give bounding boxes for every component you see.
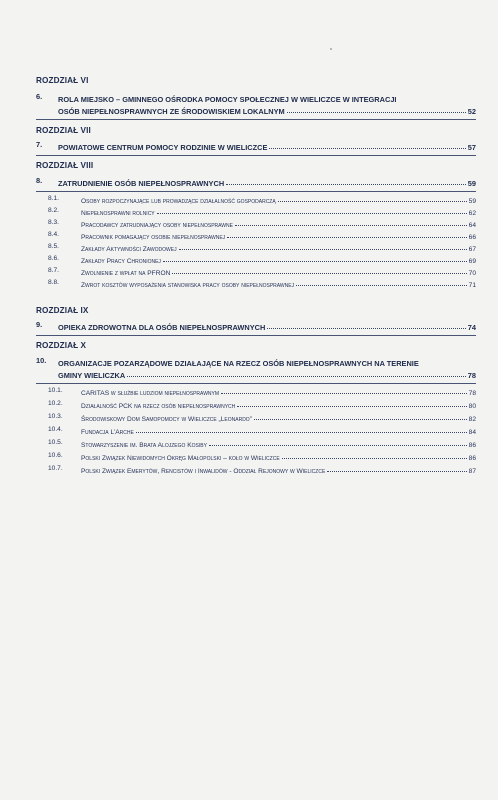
divider bbox=[36, 119, 476, 120]
subentry-page: 80 bbox=[468, 403, 476, 410]
subentry-number: 10.2. bbox=[48, 400, 63, 407]
subentry-title: Fundacja L’Arche bbox=[81, 429, 134, 436]
entry-number: 9. bbox=[36, 320, 43, 329]
subentry-title: Osoby rozpoczynające lub prowadzące działalność gospodarczą bbox=[81, 198, 276, 205]
subentry-page: 87 bbox=[468, 468, 476, 475]
subentry-number: 8.3. bbox=[48, 219, 59, 226]
subentry-page: 62 bbox=[468, 210, 476, 217]
entry-title-line2: OSÓB NIEPEŁNOSPRAWNYCH ZE ŚRODOWISKIEM LOKALNYM bbox=[58, 107, 285, 116]
subentry-title: Zwolnienie z wpłat na PFRON bbox=[81, 270, 171, 277]
entry-page: 59 bbox=[467, 179, 476, 188]
subentry-page: 71 bbox=[468, 282, 476, 289]
entry-number: 10. bbox=[36, 356, 47, 365]
chapter-heading: ROZDZIAŁ X bbox=[36, 341, 87, 350]
entry-page: 74 bbox=[467, 323, 476, 332]
subentry-page: 78 bbox=[468, 390, 476, 397]
subentry-title: Działalność PCK na rzecz osób niepełnosprawnych bbox=[81, 403, 236, 410]
subentry-title: Polski Związek Emerytów, Rencistów i Inwalidów - Oddział Rejonowy w Wieliczce bbox=[81, 468, 326, 475]
divider bbox=[36, 335, 476, 336]
entry-title: OPIEKA ZDROWOTNA DLA OSÓB NIEPEŁNOSPRAWNYCH bbox=[58, 323, 266, 332]
subentry-title: CARITAS w służbie ludziom niepełnosprawnym bbox=[81, 390, 220, 397]
divider bbox=[36, 191, 476, 192]
subentry-number: 8.8. bbox=[48, 279, 59, 286]
subentry-title: Pracodawcy zatrudniający osoby niepełnosprawne bbox=[81, 222, 233, 229]
subentry-number: 8.5. bbox=[48, 243, 59, 250]
subentry-number: 10.5. bbox=[48, 439, 63, 446]
subentry-title: Zakłady Pracy Chronionej bbox=[81, 258, 161, 265]
subentry-page: 84 bbox=[468, 429, 476, 436]
subentry-number: 10.7. bbox=[48, 465, 63, 472]
entry-number: 7. bbox=[36, 140, 43, 149]
subentry-number: 8.4. bbox=[48, 231, 59, 238]
subentry-number: 8.1. bbox=[48, 195, 59, 202]
entry-title-line1: ROLA MIEJSKO – GMINNEGO OŚRODKA POMOCY SPOŁECZNEJ W WIELICZCE W INTEGRACJI bbox=[58, 95, 397, 104]
subentry-number: 10.3. bbox=[48, 413, 63, 420]
chapter-heading: ROZDZIAŁ VII bbox=[36, 126, 91, 135]
entry-page: 57 bbox=[467, 143, 476, 152]
subentry-title: Niepełnosprawni rolnicy bbox=[81, 210, 155, 217]
subentry-title: Środowiskowy Dom Samopomocy w Wieliczce „Leonardo” bbox=[81, 416, 252, 423]
subentry-number: 8.2. bbox=[48, 207, 59, 214]
subentry-number: 10.6. bbox=[48, 452, 63, 459]
entry-number: 8. bbox=[36, 176, 43, 185]
subentry-number: 10.4. bbox=[48, 426, 63, 433]
entry-title-line2: GMINY WIELICZKA bbox=[58, 371, 126, 380]
scan-speck bbox=[330, 48, 332, 50]
subentry-page: 69 bbox=[468, 258, 476, 265]
entry-title: ZATRUDNIENIE OSÓB NIEPEŁNOSPRAWNYCH bbox=[58, 179, 225, 188]
entry-title: POWIATOWE CENTRUM POMOCY RODZINIE W WIELICZCE bbox=[58, 143, 268, 152]
entry-title-line1: ORGANIZACJE POZARZĄDOWE DZIAŁAJĄCE NA RZECZ OSÓB NIEPEŁNOSPRAWNYCH NA TERENIE bbox=[58, 359, 419, 368]
subentry-number: 8.6. bbox=[48, 255, 59, 262]
entry-page: 52 bbox=[467, 107, 476, 116]
subentry-title: Polski Związek Niewidomych Okręg Małopolski – koło w Wieliczce bbox=[81, 455, 280, 462]
subentry-title: Pracownik pomagający osobie niepełnosprawnej bbox=[81, 234, 226, 241]
subentry-title: Zakłady Aktywności Zawodowej bbox=[81, 246, 177, 253]
subentry-page: 64 bbox=[468, 222, 476, 229]
chapter-heading: ROZDZIAŁ VIII bbox=[36, 161, 94, 170]
subentry-page: 66 bbox=[468, 234, 476, 241]
subentry-number: 8.7. bbox=[48, 267, 59, 274]
chapter-heading: ROZDZIAŁ IX bbox=[36, 306, 89, 315]
subentry-title: Zwrot kosztów wyposażenia stanowiska pracy osoby niepełnosprawnej bbox=[81, 282, 295, 289]
subentry-page: 86 bbox=[468, 455, 476, 462]
entry-number: 6. bbox=[36, 92, 43, 101]
chapter-heading: ROZDZIAŁ VI bbox=[36, 76, 89, 85]
subentry-page: 70 bbox=[468, 270, 476, 277]
divider bbox=[36, 155, 476, 156]
subentry-page: 86 bbox=[468, 442, 476, 449]
divider bbox=[36, 383, 476, 384]
entry-page: 78 bbox=[467, 371, 476, 380]
subentry-page: 82 bbox=[468, 416, 476, 423]
subentry-number: 10.1. bbox=[48, 387, 63, 394]
subentry-title: Stowarzyszenie im. Brata Alojzego Kosiby bbox=[81, 442, 207, 449]
subentry-page: 67 bbox=[468, 246, 476, 253]
subentry-page: 59 bbox=[468, 198, 476, 205]
